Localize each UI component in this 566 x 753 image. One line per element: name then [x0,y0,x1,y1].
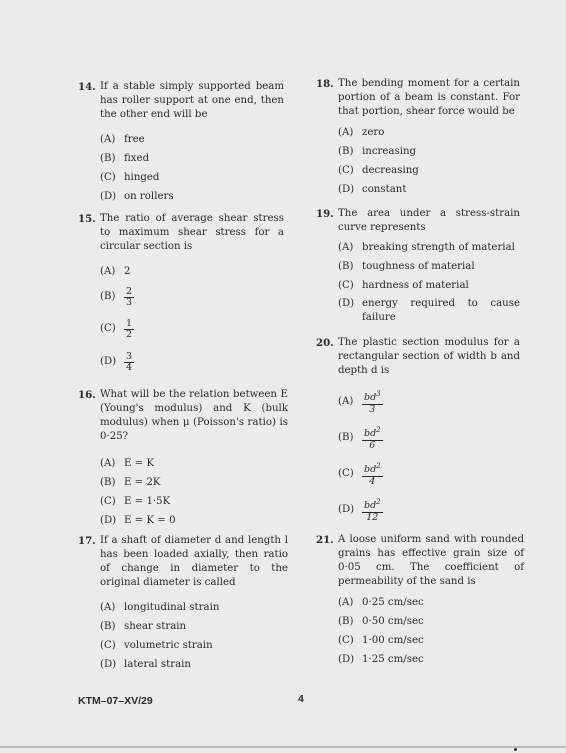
option[interactable]: (B) fixed [100,152,150,164]
question-number: 20. [316,337,334,349]
option[interactable]: (D) 1·25 cm/sec [338,653,424,665]
option[interactable]: (A) longitudinal strain [100,601,220,613]
fraction: $\frac{bd^2}{6}$ [364,426,381,451]
option[interactable]: (A) E = K [100,457,155,469]
option[interactable]: (C) hardness of material [338,279,469,291]
fraction: $\frac{bd^3}{3}$ [364,390,381,415]
fraction: $\frac{bd^2}{12}$ [364,498,381,523]
question-text: If a stable simply supported beam has roller support at one end, then the other end will be [100,81,284,120]
question-text: What will be the relation between E (Young's modulus) and K (bulk modulus) when μ (Poisson's ratio) is 0·25? [100,389,288,442]
question-text: The bending moment for a certain portion of a beam is constant. For that portion, shear force would be [338,78,520,117]
question-15 [78,212,284,378]
question-17 [78,534,288,674]
ink-dot [514,748,517,751]
option[interactable]: (C) $\frac{bd^2}{4}$ [338,462,381,487]
paper-code: KTM–07–XV/29 [78,695,153,707]
question-number: 18. [316,78,334,90]
page-number: 4 [298,693,304,705]
question-text: The ratio of average shear stress to maximum shear stress for a circular section is [100,213,284,252]
option[interactable]: (C) $\frac{1}{2}$ [100,317,133,340]
question-21 [316,533,524,669]
option[interactable]: (D) constant [338,183,407,195]
question-number: 14. [78,81,96,93]
option[interactable]: (B) $\frac{bd^2}{6}$ [338,426,381,451]
question-20 [316,336,520,528]
page-edge [0,746,566,748]
option[interactable]: (A) free [100,133,145,145]
option[interactable]: (D) $\frac{bd^2}{12}$ [338,498,381,523]
option[interactable]: (A) 0·25 cm/sec [338,596,424,608]
question-19 [316,207,520,327]
fraction: $\frac{3}{4}$ [126,350,133,373]
option[interactable]: (C) E = 1·5K [100,495,171,507]
fraction: $\frac{2}{3}$ [126,285,133,308]
option[interactable]: (B) $\frac{2}{3}$ [100,285,133,308]
option[interactable]: (D) E = K = 0 [100,514,176,526]
option[interactable]: (C) 1·00 cm/sec [338,634,424,646]
option[interactable]: (B) toughness of material [338,260,475,272]
question-text: A loose uniform sand with rounded grains has effective grain size of 0·05 cm. The coefficient of permeability of the sand is [338,534,524,587]
question-number: 15. [78,213,96,225]
option[interactable]: (A) breaking strength of material [338,241,515,253]
option[interactable]: (A) 2 [100,266,131,277]
option[interactable]: (A) zero [338,126,385,138]
option[interactable]: (D) lateral strain [100,658,191,670]
question-16 [78,388,288,530]
question-number: 17. [78,535,96,547]
option[interactable]: (D) on rollers [100,190,174,202]
option[interactable]: (C) hinged [100,171,160,183]
fraction: $\frac{bd^2}{4}$ [364,462,381,487]
option[interactable]: (B) E = 2K [100,476,161,488]
question-14 [78,80,284,206]
fraction: $\frac{1}{2}$ [126,317,133,340]
question-text: The area under a stress-strain curve represents [338,208,520,233]
option[interactable]: (D) $\frac{3}{4}$ [100,350,133,373]
option[interactable]: (A) $\frac{bd^3}{3}$ [338,390,381,415]
question-number: 19. [316,208,334,220]
question-text: The plastic section modulus for a rectangular section of width b and depth d is [338,337,520,376]
option[interactable]: (D) energy required to cause failure [338,298,520,323]
option[interactable]: (B) shear strain [100,620,187,632]
question-number: 16. [78,389,96,401]
option[interactable]: (C) decreasing [338,164,419,176]
option[interactable]: (B) increasing [338,145,417,157]
option[interactable]: (C) volumetric strain [100,639,213,651]
question-18 [316,77,520,199]
option[interactable]: (B) 0·50 cm/sec [338,615,424,627]
question-text: If a shaft of diameter d and length l has been loaded axially, then ratio of change in diameter to the original diameter is called [100,535,288,588]
question-number: 21. [316,534,334,546]
